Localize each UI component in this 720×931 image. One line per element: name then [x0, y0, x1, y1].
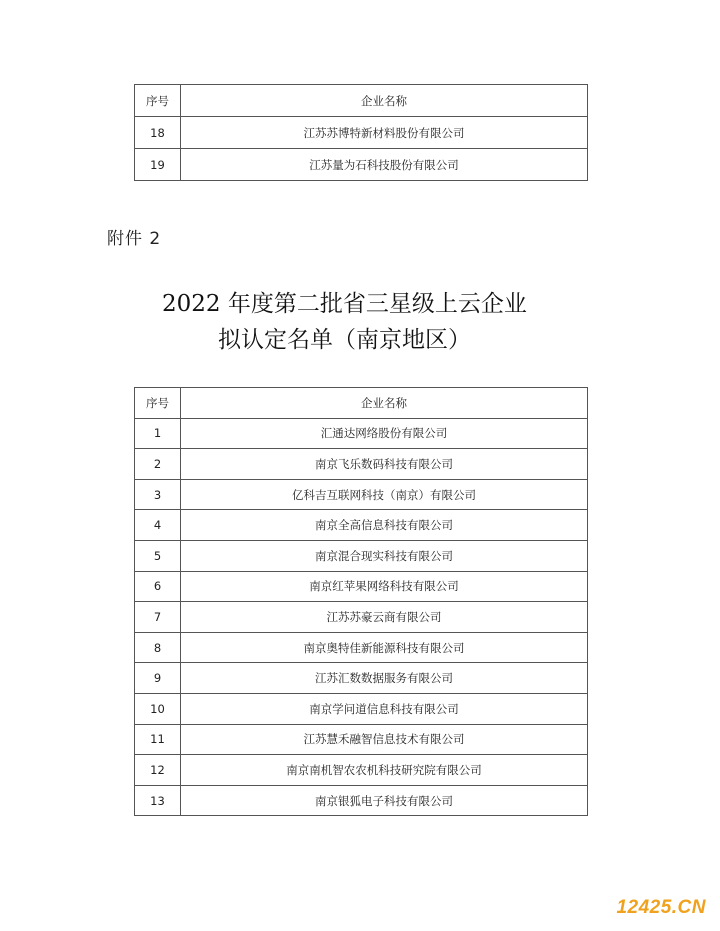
row-company-name: 江苏汇数数据服务有限公司	[181, 663, 588, 694]
row-company-name: 南京学问道信息科技有限公司	[181, 693, 588, 724]
table-header-row	[135, 388, 588, 419]
header-company-name: 企业名称	[181, 85, 588, 117]
document-title	[0, 286, 720, 358]
row-serial-number: 13	[135, 785, 181, 816]
table-row	[135, 602, 588, 633]
row-company-name: 南京红苹果网络科技有限公司	[181, 571, 588, 602]
row-serial-number: 7	[135, 602, 181, 633]
row-serial-number: 8	[135, 632, 181, 663]
header-serial-number: 序号	[135, 388, 181, 419]
row-company-name: 江苏苏博特新材料股份有限公司	[181, 117, 588, 149]
row-serial-number: 12	[135, 755, 181, 786]
table-row	[135, 693, 588, 724]
row-company-name: 江苏苏豪云商有限公司	[181, 602, 588, 633]
row-serial-number: 1	[135, 418, 181, 449]
company-table	[134, 387, 588, 816]
row-serial-number: 2	[135, 449, 181, 480]
row-company-name: 南京全高信息科技有限公司	[181, 510, 588, 541]
title-line-1: 2022 年度第二批省三星级上云企业	[162, 291, 527, 317]
header-company-name: 企业名称	[181, 388, 588, 419]
table-row	[135, 510, 588, 541]
table-row	[135, 724, 588, 755]
table-row	[135, 117, 588, 149]
table-row	[135, 449, 588, 480]
row-serial-number: 18	[135, 117, 181, 149]
row-serial-number: 6	[135, 571, 181, 602]
row-serial-number: 19	[135, 149, 181, 181]
row-serial-number: 3	[135, 479, 181, 510]
row-serial-number: 11	[135, 724, 181, 755]
table-row	[135, 755, 588, 786]
table-row	[135, 418, 588, 449]
row-company-name: 亿科吉互联网科技（南京）有限公司	[181, 479, 588, 510]
table-row	[135, 663, 588, 694]
row-company-name: 南京奥特佳新能源科技有限公司	[181, 632, 588, 663]
row-serial-number: 9	[135, 663, 181, 694]
table-row	[135, 785, 588, 816]
table-row	[135, 571, 588, 602]
row-serial-number: 5	[135, 540, 181, 571]
row-company-name: 汇通达网络股份有限公司	[181, 418, 588, 449]
table-row	[135, 632, 588, 663]
row-company-name: 江苏慧禾融智信息技术有限公司	[181, 724, 588, 755]
row-company-name: 南京飞乐数码科技有限公司	[181, 449, 588, 480]
table-header-row	[135, 85, 588, 117]
table-row	[135, 479, 588, 510]
header-serial-number: 序号	[135, 85, 181, 117]
table-row	[135, 540, 588, 571]
row-company-name: 南京南机智农农机科技研究院有限公司	[181, 755, 588, 786]
company-table-continued	[134, 84, 588, 181]
row-serial-number: 10	[135, 693, 181, 724]
row-company-name: 南京银狐电子科技有限公司	[181, 785, 588, 816]
site-watermark: 12425.CN	[616, 897, 706, 918]
row-serial-number: 4	[135, 510, 181, 541]
title-line-2: 拟认定名单（南京地区）	[218, 327, 471, 353]
attachment-label: 附件 2	[107, 229, 162, 249]
row-company-name: 南京混合现实科技有限公司	[181, 540, 588, 571]
row-company-name: 江苏量为石科技股份有限公司	[181, 149, 588, 181]
table-row	[135, 149, 588, 181]
